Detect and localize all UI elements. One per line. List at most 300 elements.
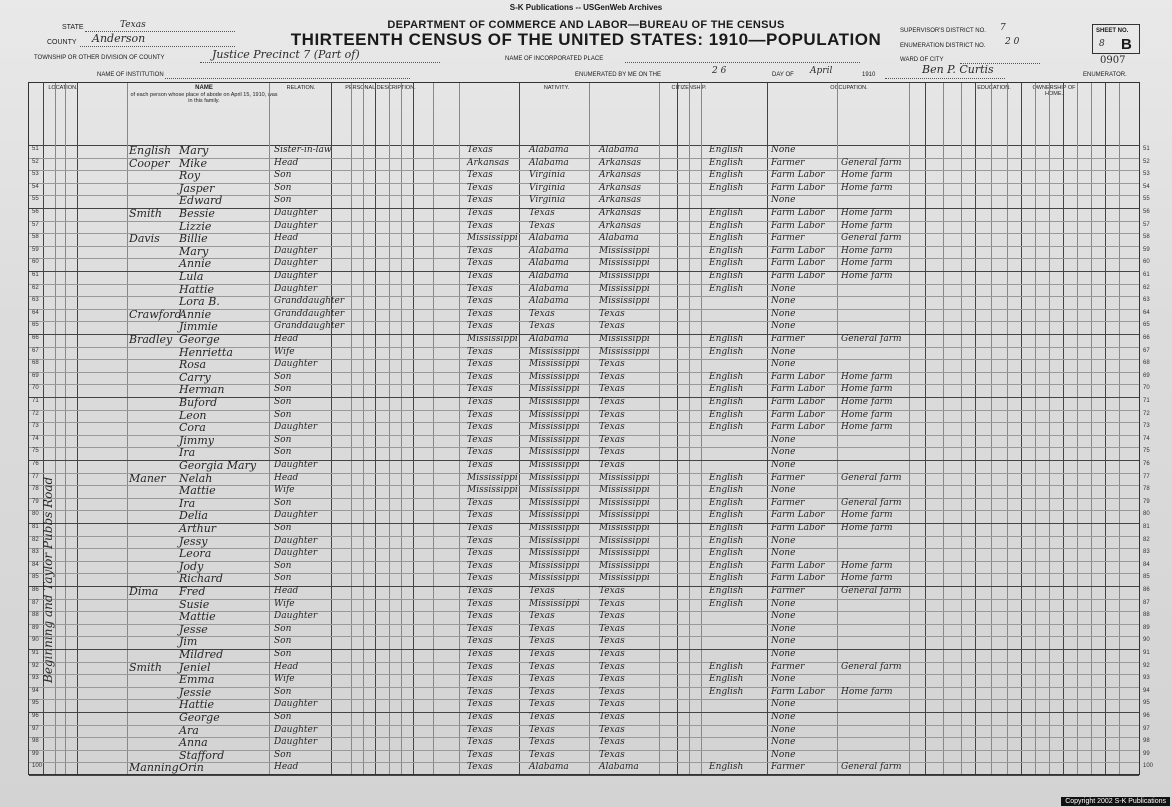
row-number: 82 (1143, 536, 1150, 543)
row-birth: Texas (467, 636, 493, 647)
row-number: 74 (1143, 435, 1150, 442)
row-industry: Home farm (841, 397, 893, 407)
row-language: English (709, 145, 744, 155)
heading-name: NAME of each person whose place of abode on April 15, 1910, was in this family. (130, 85, 278, 104)
row-birth: Texas (467, 762, 493, 773)
row-number: 91 (1143, 650, 1150, 656)
census-grid (28, 82, 1140, 775)
row-mother: Mississippi (599, 497, 650, 508)
row-trade: None (771, 485, 796, 496)
row-number: 88 (32, 612, 39, 619)
row-mother: Texas (599, 384, 625, 395)
row-number: 61 (32, 272, 39, 278)
row-father: Alabama (529, 296, 569, 307)
column-rule (991, 83, 992, 774)
row-industry: General farm (841, 334, 902, 344)
row-birth: Texas (467, 686, 493, 697)
row-relation: Son (274, 636, 292, 647)
row-language: English (709, 485, 744, 496)
row-number: 81 (32, 524, 39, 530)
row-industry: General farm (841, 661, 902, 672)
row-industry: Home farm (841, 686, 893, 697)
row-birth: Texas (467, 598, 493, 609)
row-birth: Texas (467, 182, 493, 193)
row-trade: Farmer (771, 762, 805, 773)
row-trade: None (771, 434, 796, 445)
row-number: 96 (32, 713, 39, 719)
row-language: English (709, 170, 744, 181)
row-number: 66 (32, 335, 39, 341)
row-number: 69 (1143, 372, 1150, 379)
column-rule (1049, 83, 1050, 774)
row-trade: None (771, 649, 796, 659)
row-language: English (709, 422, 744, 433)
row-birth: Texas (467, 699, 493, 710)
heading-occupation: OCCUPATION. (830, 85, 868, 91)
row-rule (29, 498, 1139, 499)
row-name: Georgia Mary (179, 459, 257, 472)
row-name: Stafford (179, 748, 225, 762)
row-number: 56 (32, 209, 39, 215)
row-trade: None (771, 724, 796, 735)
row-number: 99 (1143, 750, 1150, 757)
row-number: 68 (1143, 360, 1150, 367)
row-father: Texas (529, 674, 555, 685)
row-name: Mary (179, 244, 209, 258)
row-number: 64 (32, 309, 39, 316)
row-father: Mississippi (529, 409, 580, 420)
row-language: English (709, 233, 744, 244)
row-birth: Texas (467, 661, 493, 672)
row-relation: Daughter (274, 611, 318, 622)
row-trade: Farm Labor (771, 686, 825, 697)
row-relation: Head (274, 472, 299, 483)
row-trade: Farm Labor (771, 397, 825, 407)
margin-road-note: Beginning and Taylor Pubbs Road (41, 476, 55, 683)
row-birth: Texas (467, 296, 493, 307)
row-number: 87 (32, 599, 39, 606)
column-rule (659, 83, 660, 774)
row-number: 55 (1143, 196, 1150, 203)
row-trade: Farm Labor (771, 573, 825, 584)
row-father: Mississippi (529, 485, 580, 496)
row-number: 75 (1143, 448, 1150, 455)
row-birth: Texas (467, 145, 493, 155)
row-birth: Texas (467, 560, 493, 571)
row-industry: Home farm (841, 271, 893, 281)
row-trade: None (771, 737, 796, 748)
row-birth: Texas (467, 308, 493, 319)
row-father: Mississippi (529, 434, 580, 445)
row-birth: Mississippi (467, 233, 518, 244)
row-number: 59 (1143, 246, 1150, 253)
row-number: 98 (32, 738, 39, 745)
row-birth: Texas (467, 371, 493, 382)
row-mother: Mississippi (599, 258, 650, 269)
row-name: Ara (179, 723, 199, 737)
row-mother: Texas (599, 724, 625, 735)
row-relation: Daughter (274, 220, 318, 231)
row-number: 56 (1143, 209, 1150, 215)
row-birth: Texas (467, 359, 493, 370)
row-language: English (709, 686, 744, 697)
column-rule (65, 83, 66, 774)
row-number: 96 (1143, 713, 1150, 719)
row-trade: None (771, 321, 796, 332)
row-birth: Texas (467, 737, 493, 748)
row-mother: Arkansas (599, 170, 642, 181)
row-number: 76 (1143, 461, 1150, 467)
page-stamp: 0907 (1100, 55, 1126, 66)
row-name: Delia (179, 509, 208, 523)
row-birth: Arkansas (467, 157, 510, 168)
row-mother: Mississippi (599, 296, 650, 307)
row-trade: None (771, 623, 796, 634)
row-father: Texas (529, 724, 555, 735)
row-number: 92 (1143, 662, 1150, 669)
row-trade: Farm Labor (771, 384, 825, 395)
column-rule (127, 83, 128, 774)
row-language: English (709, 560, 744, 571)
row-father: Mississippi (529, 422, 580, 433)
row-birth: Mississippi (467, 485, 518, 496)
row-relation: Daughter (274, 548, 318, 559)
sheet-label: SHEET NO. (1096, 28, 1129, 34)
row-father: Alabama (529, 157, 569, 168)
row-number: 59 (32, 246, 39, 253)
row-industry: Home farm (841, 258, 893, 269)
row-trade: Farm Labor (771, 170, 825, 181)
row-language: English (709, 220, 744, 231)
enumeration-district-value: 2 0 (1005, 37, 1020, 47)
row-trade: Farm Labor (771, 422, 825, 433)
row-number: 51 (32, 146, 39, 152)
row-name: Mildred (179, 648, 224, 661)
row-relation: Daughter (274, 208, 318, 218)
row-name: Annie (179, 307, 212, 321)
row-surname: Maner (129, 471, 166, 485)
row-name: George (179, 333, 220, 346)
row-mother: Texas (599, 359, 625, 370)
row-number: 60 (1143, 259, 1150, 266)
row-language: English (709, 573, 744, 584)
row-name: Jessie (179, 685, 212, 699)
row-birth: Texas (467, 397, 493, 407)
sheet-box (1092, 24, 1140, 54)
row-mother: Texas (599, 611, 625, 622)
column-rule (1119, 83, 1120, 774)
row-father: Virginia (529, 170, 566, 181)
row-birth: Texas (467, 434, 493, 445)
column-rule (55, 83, 56, 774)
row-relation: Daughter (274, 510, 318, 521)
row-relation: Wife (274, 674, 295, 685)
supervisor-district-value: 7 (1000, 23, 1006, 33)
column-rule (77, 83, 78, 774)
column-rule (375, 83, 376, 774)
row-trade: Farmer (771, 586, 805, 596)
row-birth: Texas (467, 271, 493, 281)
column-rule (1091, 83, 1092, 774)
column-rule (767, 83, 768, 774)
row-language: English (709, 535, 744, 546)
row-number: 53 (1143, 171, 1150, 178)
row-trade: None (771, 346, 796, 357)
row-mother: Mississippi (599, 245, 650, 256)
row-father: Alabama (529, 258, 569, 269)
row-number: 70 (32, 385, 39, 392)
column-rule (401, 83, 402, 774)
row-relation: Daughter (274, 535, 318, 546)
row-number: 58 (1143, 234, 1150, 241)
row-relation: Son (274, 409, 292, 420)
row-number: 91 (32, 650, 39, 656)
column-rule (837, 83, 838, 774)
row-number: 76 (32, 461, 39, 467)
row-mother: Mississippi (599, 535, 650, 546)
row-number: 89 (1143, 624, 1150, 631)
row-mother: Mississippi (599, 548, 650, 559)
row-language: English (709, 397, 744, 407)
row-number: 77 (32, 473, 39, 480)
row-mother: Texas (599, 661, 625, 672)
row-relation: Son (274, 397, 292, 407)
row-name: George (179, 711, 220, 724)
row-father: Texas (529, 686, 555, 697)
row-father: Mississippi (529, 573, 580, 584)
row-mother: Texas (599, 749, 625, 760)
row-number: 51 (1143, 146, 1150, 152)
row-birth: Texas (467, 510, 493, 521)
institution-label: NAME OF INSTITUTION (97, 72, 164, 78)
row-industry: Home farm (841, 510, 893, 521)
row-trade: None (771, 548, 796, 559)
column-rule (331, 83, 332, 774)
row-number: 95 (32, 700, 39, 707)
row-number: 77 (1143, 473, 1150, 480)
heading-location: LOCATION. (48, 85, 78, 91)
row-father: Mississippi (529, 371, 580, 382)
row-number: 63 (32, 297, 39, 304)
column-rule (909, 83, 910, 774)
row-industry: Home farm (841, 573, 893, 584)
row-father: Texas (529, 699, 555, 710)
row-relation: Son (274, 649, 292, 659)
row-mother: Mississippi (599, 523, 650, 533)
row-birth: Texas (467, 611, 493, 622)
row-number: 72 (1143, 410, 1150, 417)
row-mother: Alabama (599, 145, 639, 155)
county-label: COUNTY (47, 39, 77, 46)
row-relation: Son (274, 573, 292, 584)
row-number: 86 (1143, 587, 1150, 593)
row-relation: Son (274, 371, 292, 382)
row-surname: Dima (129, 585, 159, 598)
row-name: Emma (179, 673, 215, 687)
state-label: STATE (62, 24, 84, 31)
row-number: 70 (1143, 385, 1150, 392)
row-father: Mississippi (529, 397, 580, 407)
row-father: Alabama (529, 334, 569, 344)
row-mother: Texas (599, 371, 625, 382)
row-father: Texas (529, 623, 555, 634)
row-number: 61 (1143, 272, 1150, 278)
row-number: 85 (1143, 574, 1150, 581)
row-number: 55 (32, 196, 39, 203)
column-rule (1105, 83, 1106, 774)
row-number: 57 (32, 221, 39, 228)
row-relation: Son (274, 749, 292, 760)
row-relation: Granddaughter (274, 296, 345, 307)
row-mother: Texas (599, 397, 625, 407)
row-father: Mississippi (529, 346, 580, 357)
row-birth: Texas (467, 586, 493, 596)
row-number: 85 (32, 574, 39, 581)
row-number: 62 (1143, 284, 1150, 291)
row-trade: Farm Labor (771, 371, 825, 382)
row-birth: Texas (467, 208, 493, 218)
enumeration-district-label: ENUMERATION DISTRICT NO. (900, 43, 986, 49)
row-number: 99 (32, 750, 39, 757)
county-value: Anderson (92, 32, 146, 45)
row-name: Fred (179, 585, 206, 598)
row-relation: Sister-in-law (274, 145, 332, 155)
row-language: English (709, 182, 744, 193)
row-father: Texas (529, 749, 555, 760)
row-relation: Wife (274, 598, 295, 609)
row-name: Cora (179, 421, 206, 435)
row-birth: Texas (467, 460, 493, 470)
row-name: Bessie (179, 207, 215, 220)
row-name: Jesse (179, 622, 208, 636)
row-trade: Farmer (771, 334, 805, 344)
row-number: 75 (32, 448, 39, 455)
row-number: 67 (32, 347, 39, 354)
row-number: 81 (1143, 524, 1150, 530)
row-relation: Head (274, 233, 299, 244)
row-birth: Texas (467, 649, 493, 659)
row-father: Mississippi (529, 472, 580, 483)
row-language: English (709, 497, 744, 508)
row-name: Jessy (179, 534, 208, 548)
row-number: 83 (32, 549, 39, 556)
row-name: Rosa (179, 358, 207, 372)
row-mother: Arkansas (599, 195, 642, 206)
enumerator-name: Ben P. Curtis (922, 63, 994, 76)
row-trade: Farmer (771, 472, 805, 483)
row-father: Alabama (529, 283, 569, 294)
row-surname: Crawford (129, 307, 182, 321)
row-birth: Texas (467, 220, 493, 231)
census-title: THIRTEENTH CENSUS OF THE UNITED STATES: 1910—POPULATION (290, 30, 882, 49)
row-number: 54 (32, 183, 39, 190)
row-mother: Mississippi (599, 472, 650, 483)
row-father: Texas (529, 220, 555, 231)
row-trade: None (771, 598, 796, 609)
row-relation: Granddaughter (274, 321, 345, 332)
row-birth: Mississippi (467, 472, 518, 483)
row-language: English (709, 384, 744, 395)
row-trade: Farm Labor (771, 271, 825, 281)
row-trade: None (771, 712, 796, 722)
row-rule (29, 775, 1139, 776)
row-relation: Daughter (274, 359, 318, 370)
row-mother: Mississippi (599, 283, 650, 294)
row-relation: Daughter (274, 699, 318, 710)
row-name: Mary (179, 144, 209, 157)
row-relation: Son (274, 623, 292, 634)
column-rule (961, 83, 962, 774)
row-name: Jeniel (179, 660, 211, 674)
row-language: English (709, 245, 744, 256)
heading-education: EDUCATION. (977, 85, 1011, 91)
row-relation: Wife (274, 485, 295, 496)
copyright-notice: Copyright 2002 S-K Publications (1061, 797, 1170, 806)
row-number: 92 (32, 662, 39, 669)
row-industry: Home farm (841, 371, 893, 382)
row-industry: Home farm (841, 182, 893, 193)
row-language: English (709, 523, 744, 533)
row-trade: None (771, 145, 796, 155)
row-father: Texas (529, 661, 555, 672)
row-relation: Wife (274, 346, 295, 357)
row-father: Mississippi (529, 497, 580, 508)
row-birth: Texas (467, 535, 493, 546)
row-birth: Texas (467, 170, 493, 181)
row-birth: Texas (467, 409, 493, 420)
row-relation: Son (274, 560, 292, 571)
row-father: Texas (529, 737, 555, 748)
row-birth: Texas (467, 548, 493, 559)
row-mother: Arkansas (599, 208, 642, 218)
row-father: Alabama (529, 271, 569, 281)
row-number: 100 (1143, 763, 1154, 770)
row-number: 84 (32, 561, 39, 568)
row-number: 53 (32, 171, 39, 178)
row-name: Mike (179, 156, 207, 170)
row-name: Edward (179, 194, 223, 208)
column-rule (1063, 83, 1064, 774)
row-number: 83 (1143, 549, 1150, 556)
row-father: Texas (529, 308, 555, 319)
column-rule (677, 83, 678, 774)
row-mother: Texas (599, 649, 625, 659)
row-number: 74 (32, 435, 39, 442)
row-relation: Daughter (274, 737, 318, 748)
row-name: Anna (179, 736, 208, 750)
sheet-number: 8 (1099, 39, 1105, 49)
row-birth: Texas (467, 422, 493, 433)
row-name: Orin (179, 761, 204, 775)
row-birth: Texas (467, 245, 493, 256)
column-rule (1007, 83, 1008, 774)
row-language: English (709, 510, 744, 521)
row-name: Jimmy (179, 433, 215, 447)
row-language: English (709, 258, 744, 269)
row-name: Billie (179, 232, 208, 246)
row-surname: Smith (129, 660, 162, 674)
row-number: 65 (32, 322, 39, 329)
row-number: 87 (1143, 599, 1150, 606)
row-mother: Arkansas (599, 220, 642, 231)
row-name: Ira (179, 496, 196, 510)
row-industry: General farm (841, 762, 902, 773)
row-trade: None (771, 195, 796, 206)
column-rule (433, 83, 434, 774)
heading-citizenship: CITIZENSHIP. (671, 85, 707, 91)
heading-personal-description: PERSONAL DESCRIPTION. (345, 85, 416, 91)
row-trade: None (771, 535, 796, 546)
